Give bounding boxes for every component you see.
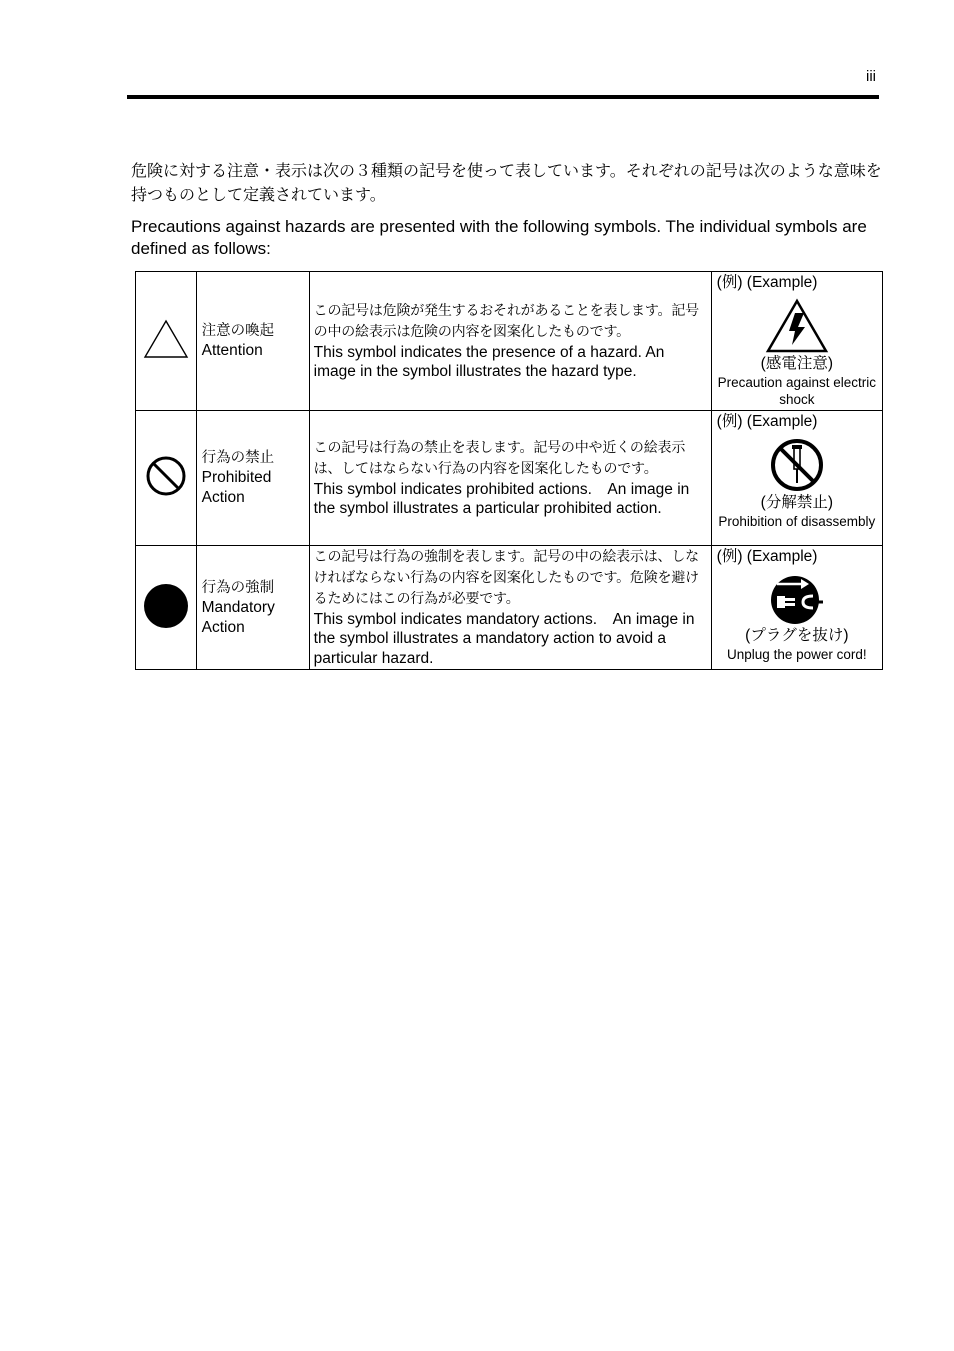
- table-row: [136, 272, 883, 411]
- symbol-name-english: Prohibited Action: [201, 469, 272, 506]
- example-cell: [711, 546, 882, 670]
- intro-text-japanese: 危険に対する注意・表示は次の３種類の記号を使って表しています。それぞれの記号は次のような意味を持つものとして定義されています。: [131, 161, 882, 204]
- description-english: This symbol indicates the presence of a hazard. An image in the symbol illustrates the hazard type.: [313, 343, 665, 380]
- symbol-cell: [136, 272, 197, 411]
- example-label: (例) (Example): [716, 274, 818, 291]
- table-row: [136, 546, 883, 670]
- symbol-name-cell: [196, 411, 309, 546]
- example-name-japanese: (プラグを抜け): [745, 627, 849, 644]
- table-row: [136, 411, 883, 546]
- example-label: (例) (Example): [716, 413, 818, 430]
- example-name-japanese: (感電注意): [760, 355, 833, 372]
- example-name-english: Precaution against electric shock: [717, 375, 876, 407]
- symbol-name-japanese: 注意の喚起: [201, 323, 275, 339]
- example-label: (例) (Example): [716, 548, 818, 565]
- description-english: This symbol indicates prohibited actions. An image in the symbol illustrates a particular prohibited action.: [313, 480, 690, 517]
- symbol-definitions-table: [135, 271, 883, 670]
- description-japanese: この記号は行為の禁止を表します。記号の中や近くの絵表示は、してはならない行為の内容を図案化したものです。: [313, 439, 686, 477]
- no-disassembly-icon: [769, 437, 825, 493]
- example-name-english: Unplug the power cord!: [727, 647, 867, 662]
- symbol-name-japanese: 行為の禁止: [201, 450, 275, 466]
- unplug-icon: [769, 572, 825, 626]
- intro-text-english: Precautions against hazards are presented with the following symbols. The individual symbols are defined as follows:: [131, 217, 867, 258]
- electric-shock-icon: [765, 298, 829, 354]
- header-rule: [127, 95, 879, 99]
- symbol-cell: [136, 546, 197, 670]
- symbol-cell: [136, 411, 197, 546]
- symbol-name-cell: [196, 272, 309, 411]
- symbol-description-cell: [309, 272, 711, 411]
- example-name-english: Prohibition of disassembly: [718, 514, 876, 529]
- symbol-name-english: Mandatory Action: [201, 598, 275, 636]
- prohibited-icon: [145, 455, 187, 497]
- symbol-name-cell: [196, 546, 309, 670]
- description-japanese: この記号は行為の強制を表します。記号の中の絵表示は、しなければならない行為の内容を図案化したものです。危険を避けるためにはこの行為が必要です。: [313, 548, 699, 607]
- description-japanese: この記号は危険が発生するおそれがあることを表します。記号の中の絵表示は危険の内容を図案化したものです。: [313, 302, 699, 340]
- mandatory-circle-icon: [143, 583, 189, 629]
- symbol-name-english: Attention: [201, 342, 263, 359]
- symbol-description-cell: [309, 411, 711, 546]
- example-name-japanese: (分解禁止): [760, 494, 833, 511]
- description-english: This symbol indicates mandatory actions. An image in the symbol illustrates a mandatory action to avoid a particular hazard.: [313, 610, 695, 667]
- page-number: iii: [866, 68, 876, 85]
- symbol-description-cell: [309, 546, 711, 670]
- symbol-name-japanese: 行為の強制: [201, 579, 275, 596]
- example-cell: [711, 411, 882, 546]
- triangle-warning-icon: [143, 319, 189, 359]
- example-cell: [711, 272, 882, 411]
